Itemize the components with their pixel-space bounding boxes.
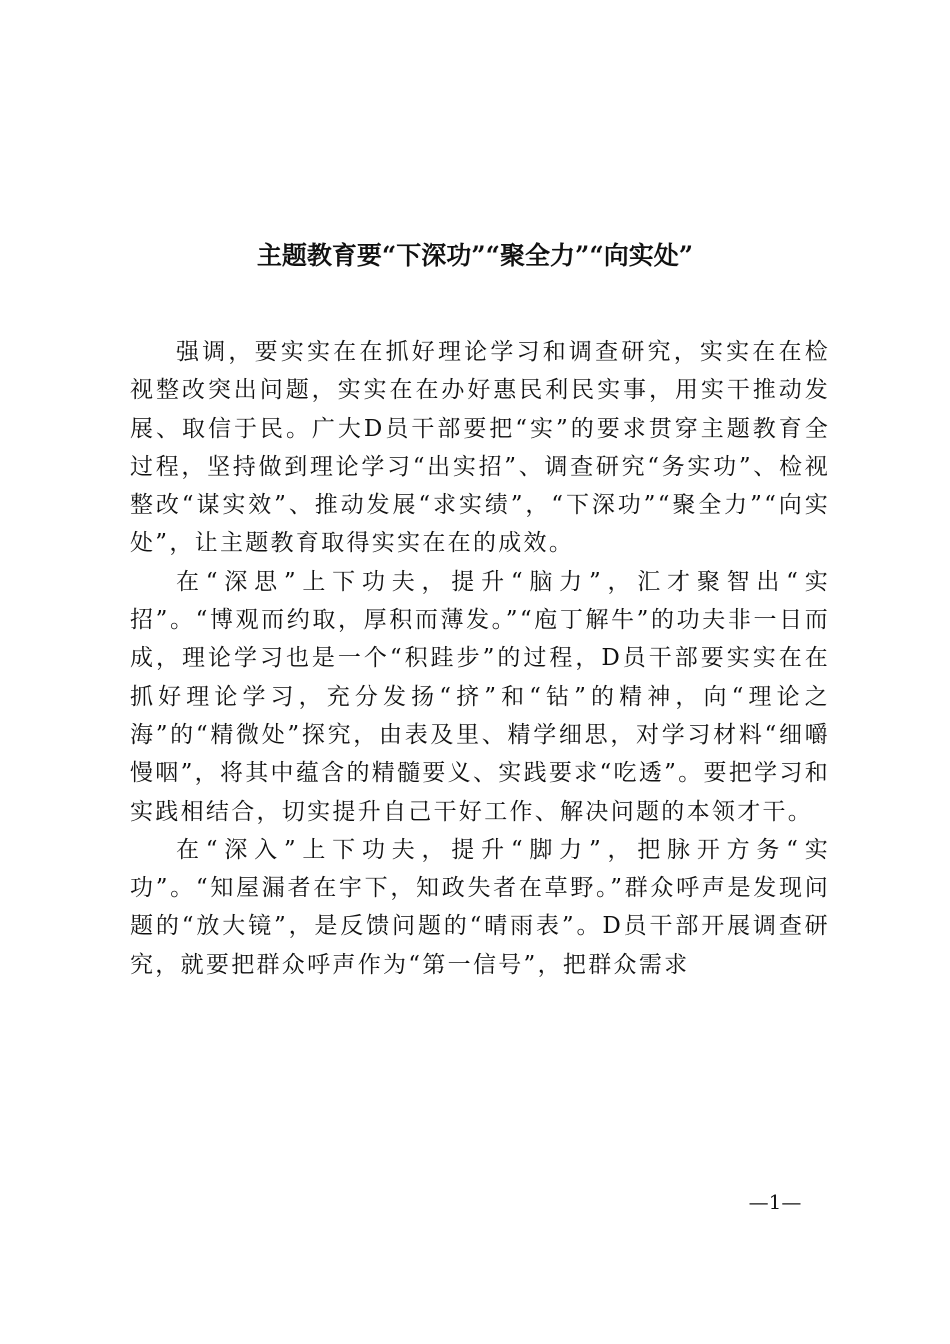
paragraph-1: 强调，要实实在在抓好理论学习和调查研究，实实在在检视整改突出问题，实实在在办好惠民利民实事，用实干推动发展、取信于民。广大D员干部要把“实”的要求贯穿主题教育全过程，坚持做到理论学习“出实招”、调查研究“务实功”、检视整改“谋实效”、推动发展“求实绩”，“下深功”“聚全力”“向实处”，让主题教育取得实实在在的成效。 (130, 339, 830, 557)
document-body (130, 333, 830, 984)
paragraph-3: 在“深入”上下功夫，提升“脚力”，把脉开方务“实功”。“知屋漏者在宇下，知政失者在草野。”群众呼声是发现问题的“放大镜”，是反馈问题的“晴雨表”。D员干部开展调查研究，就要把群众呼声作为“第一信号”，把群众需求 (130, 836, 830, 978)
document-title: 主题教育要“下深功”“聚全力”“向实处” (256, 241, 694, 270)
page-number: —1— (748, 1190, 802, 1214)
paragraph-2: 在“深思”上下功夫，提升“脑力”，汇才聚智出“实招”。“博观而约取，厚积而薄发。”“庖丁解牛”的功夫非一日而成，理论学习也是一个“积跬步”的过程，D员干部要实实在在抓好理论学习，充分发扬“挤”和“钻”的精神，向“理论之海”的“精微处”探究，由表及里、精学细思，对学习材料“细嚼慢咽”，将其中蕴含的精髓要义、实践要求“吃透”。要把学习和实践相结合，切实提升自己干好工作、解决问题的本领才干。 (130, 568, 830, 825)
